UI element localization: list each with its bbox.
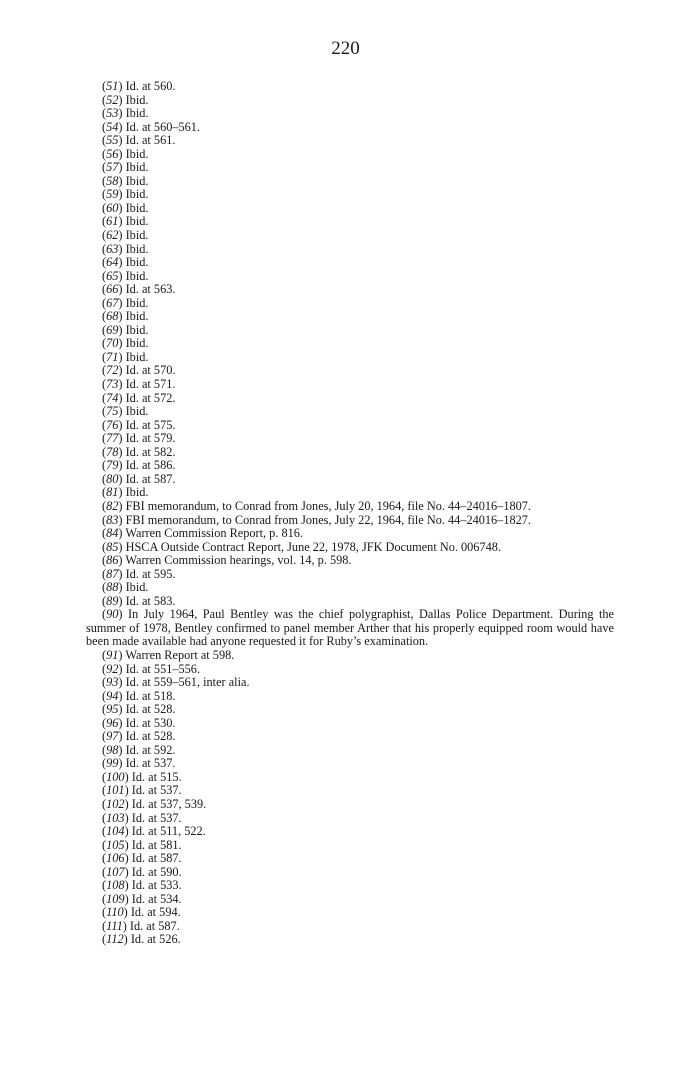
footnote: (110) Id. at 594. [102,905,181,920]
footnote-text: Id. at 528. [125,729,176,744]
footnote: (65) Ibid. [102,268,149,283]
footnote-number: 57 [106,160,119,175]
footnote-number: 52 [106,92,119,107]
footnote: (60) Ibid. [102,200,149,215]
footnote-number: 86 [106,553,119,568]
footnote-number: 70 [106,336,119,351]
footnote: (78) Id. at 582. [102,444,176,459]
footnote-number: 89 [106,593,119,608]
footnote-number: 109 [106,891,125,906]
footnote-text: Id. at 537, 539. [131,796,207,811]
footnote: (69) Ibid. [102,322,149,337]
footnote-text: Warren Commission hearings, vol. 14, p. 598. [125,553,352,568]
footnote: (67) Ibid. [102,295,149,310]
footnote-number: 54 [106,119,119,134]
footnote-text: Ibid. [125,106,149,121]
footnote-text: Ibid. [125,255,149,270]
footnote: (62) Ibid. [102,228,149,243]
footnote: (59) Ibid. [102,187,149,202]
footnote-text: Ibid. [125,92,149,107]
footnote-number: 65 [106,268,119,283]
footnote: (112) Id. at 526. [102,932,181,947]
footnote-number: 91 [106,647,119,662]
footnote: (70) Ibid. [102,336,149,351]
footnote-text: HSCA Outside Contract Report, June 22, 1978, JFK Document No. 006748. [125,539,501,554]
footnote-number: 69 [106,322,119,337]
footnote-text: Id. at 551–556. [125,661,201,676]
footnote-text: Id. at 587. [129,918,180,933]
footnote-number: 104 [106,824,125,839]
footnote-number: 90 [106,607,119,622]
footnote-number: 97 [106,729,119,744]
footnote: (96) Id. at 530. [102,715,176,730]
footnote: (56) Ibid. [102,146,149,161]
footnote-number: 85 [106,539,119,554]
footnote-text: Ibid. [125,173,149,188]
footnote-number: 95 [106,702,119,717]
footnote-text: Ibid. [125,336,149,351]
footnote: (76) Id. at 575. [102,417,176,432]
footnote: (80) Id. at 587. [102,471,176,486]
footnote-text: Id. at 575. [125,417,176,432]
footnote-number: 80 [106,471,119,486]
footnote: (97) Id. at 528. [102,729,176,744]
footnote-text: Id. at 570. [125,363,176,378]
footnote-text: Ibid. [125,349,149,364]
footnote-text: Id. at 561. [125,133,176,148]
footnote-number: 103 [106,810,125,825]
footnote: (52) Ibid. [102,92,149,107]
footnote: (102) Id. at 537, 539. [102,796,207,811]
footnote-text: Ibid. [125,580,149,595]
footnote-text: Id. at 592. [125,742,176,757]
footnote-text: Id. at 511, 522. [131,824,206,839]
footnote-number: 51 [106,79,119,93]
footnote-number: 100 [106,769,125,784]
footnote: (92) Id. at 551–556. [102,661,201,676]
footnote: (79) Id. at 586. [102,458,176,473]
footnote: (57) Ibid. [102,160,149,175]
footnote-number: 110 [106,905,124,920]
footnote-text: Id. at 533. [131,878,182,893]
footnote-text: Id. at 587. [125,471,176,486]
footnote-number: 56 [106,146,119,161]
footnote-number: 58 [106,173,119,188]
footnote: (108) Id. at 533. [102,878,182,893]
footnote-text: Id. at 560–561. [125,119,201,134]
page-number: 220 [331,38,360,59]
footnote-text: Id. at 582. [125,444,176,459]
footnote-number: 53 [106,106,119,121]
footnote-number: 99 [106,756,119,771]
footnote-number: 112 [106,932,124,947]
footnote-number: 98 [106,742,119,757]
footnote-number: 60 [106,200,119,215]
footnote-text: FBI memorandum, to Conrad from Jones, July 20, 1964, file No. 44–24016–1807. [125,498,532,513]
footnote-number: 93 [106,675,119,690]
footnote: (87) Id. at 595. [102,566,176,581]
footnote-number: 64 [106,255,119,270]
footnote: (53) Ibid. [102,106,149,121]
footnote: (91) Warren Report at 598. [102,647,235,662]
footnote-text: Id. at 583. [125,593,176,608]
footnote: (106) Id. at 587. [102,851,182,866]
footnote-text: Id. at 560. [125,79,176,93]
footnote: (63) Ibid. [102,241,149,256]
footnote-text: Id. at 537. [125,756,176,771]
footnote-number: 105 [106,837,125,852]
footnote-text: Id. at 559–561, inter alia. [125,675,250,690]
footnote: (99) Id. at 537. [102,756,176,771]
footnote-text: Id. at 595. [125,566,176,581]
footnote: (104) Id. at 511, 522. [102,824,206,839]
footnote-text: Warren Commission Report, p. 816. [125,526,303,541]
footnote-number: 108 [106,878,125,893]
footnote: (66) Id. at 563. [102,282,176,297]
footnote-text: Ibid. [125,228,149,243]
footnote: (86) Warren Commission hearings, vol. 14, p. 598. [102,553,352,568]
footnote-number: 71 [106,349,119,364]
footnote: (107) Id. at 590. [102,864,182,879]
footnote-text: Ibid. [125,268,149,283]
footnote-number: 82 [106,498,119,513]
footnote: (101) Id. at 537. [102,783,182,798]
footnote-number: 81 [106,485,119,500]
footnote: (51) Id. at 560. [102,79,176,93]
footnote-number: 101 [106,783,125,798]
footnote-number: 107 [106,864,125,879]
footnote-number: 88 [106,580,119,595]
footnote-number: 63 [106,241,119,256]
footnote: (55) Id. at 561. [102,133,176,148]
footnote: (73) Id. at 571. [102,377,176,392]
footnote-number: 76 [106,417,119,432]
footnote-text: Ibid. [125,214,149,229]
footnote-text: Ibid. [125,322,149,337]
footnote-text: Ibid. [125,146,149,161]
footnote-text: Ibid. [125,200,149,215]
footnote-number: 84 [106,526,119,541]
footnote: (100) Id. at 515. [102,769,182,784]
footnote-text: Id. at 537. [131,810,182,825]
footnote-text: Id. at 515. [131,769,182,784]
footnote-text: Id. at 563. [125,282,176,297]
footnotes-list [86,80,614,947]
footnote-number: 61 [106,214,119,229]
footnote: (74) Id. at 572. [102,390,176,405]
footnote-text: Id. at 586. [125,458,176,473]
footnote-number: 66 [106,282,119,297]
footnote: (109) Id. at 534. [102,891,182,906]
footnote-number: 83 [106,512,119,527]
footnote-text: Id. at 518. [125,688,176,703]
footnote: (83) FBI memorandum, to Conrad from Jones, July 22, 1964, file No. 44–24016–1827. [102,512,532,527]
footnote-number: 96 [106,715,119,730]
footnote-number: 59 [106,187,119,202]
footnote-text: Id. at 534. [131,891,182,906]
footnote: (54) Id. at 560–561. [102,119,201,134]
footnote-number: 111 [106,918,123,933]
footnote: (85) HSCA Outside Contract Report, June 22, 1978, JFK Document No. 006748. [102,539,501,554]
footnote-number: 106 [106,851,125,866]
footnote-number: 94 [106,688,119,703]
footnote-number: 78 [106,444,119,459]
footnote-number: 68 [106,309,119,324]
footnote: (64) Ibid. [102,255,149,270]
footnote-number: 79 [106,458,119,473]
footnote: (71) Ibid. [102,349,149,364]
footnote-number: 55 [106,133,119,148]
footnote-text: Ibid. [125,241,149,256]
footnote-number: 92 [106,661,119,676]
footnote: (94) Id. at 518. [102,688,176,703]
footnote: (68) Ibid. [102,309,149,324]
footnote-text: Id. at 572. [125,390,176,405]
footnote: (105) Id. at 581. [102,837,182,852]
footnote: (82) FBI memorandum, to Conrad from Jones, July 20, 1964, file No. 44–24016–1807. [102,498,532,513]
footnote-text: Ibid. [125,309,149,324]
footnote: (98) Id. at 592. [102,742,176,757]
footnote: (93) Id. at 559–561, inter alia. [102,675,250,690]
footnote-text: Ibid. [125,295,149,310]
footnote: (88) Ibid. [102,580,149,595]
footnote-text: Id. at 581. [131,837,182,852]
footnote-text: Id. at 530. [125,715,176,730]
footnote-text: Id. at 594. [130,905,181,920]
footnote-text: Id. at 537. [131,783,182,798]
footnote: (72) Id. at 570. [102,363,176,378]
footnote: (95) Id. at 528. [102,702,176,717]
footnote: (61) Ibid. [102,214,149,229]
footnote: (90) In July 1964, Paul Bentley was the chief polygraphist, Dallas Police Department. During the summer of 1978, Bentley confirmed to panel member Arther that his properly equipped room would have been made available had anyone requested it for Ruby’s examination. [86,607,615,649]
footnote-text: Id. at 579. [125,431,176,446]
footnote: (89) Id. at 583. [102,593,176,608]
footnote: (103) Id. at 537. [102,810,182,825]
footnote-text: Ibid. [125,485,149,500]
footnote-text: Id. at 587. [131,851,182,866]
footnote-text: Ibid. [125,404,149,419]
footnote: (58) Ibid. [102,173,149,188]
footnote-number: 77 [106,431,119,446]
footnote: (77) Id. at 579. [102,431,176,446]
footnote-text: Id. at 526. [130,932,181,947]
footnote-text: Ibid. [125,160,149,175]
footnote-text: Id. at 528. [125,702,176,717]
footnote: (75) Ibid. [102,404,149,419]
footnote-number: 73 [106,377,119,392]
footnote-text: FBI memorandum, to Conrad from Jones, July 22, 1964, file No. 44–24016–1827. [125,512,532,527]
footnote: (111) Id. at 587. [102,918,180,933]
footnote-text: Id. at 571. [125,377,176,392]
footnote-text: Warren Report at 598. [125,647,235,662]
footnote-number: 102 [106,796,125,811]
footnote: (81) Ibid. [102,485,149,500]
footnote-number: 74 [106,390,119,405]
footnote-number: 67 [106,295,119,310]
footnote: (84) Warren Commission Report, p. 816. [102,526,303,541]
footnote-text: Id. at 590. [131,864,182,879]
footnote-number: 87 [106,566,119,581]
footnote-number: 72 [106,363,119,378]
footnote-text: Ibid. [125,187,149,202]
footnote-number: 62 [106,228,119,243]
footnote-text: In July 1964, Paul Bentley was the chief polygraphist, Dallas Police Department. During the summer of 1978, Bentley confirmed to panel member Arther that his properly equipped room would have been made available had anyone requested it for Ruby’s examination. [86,607,615,649]
footnote-number: 75 [106,404,119,419]
